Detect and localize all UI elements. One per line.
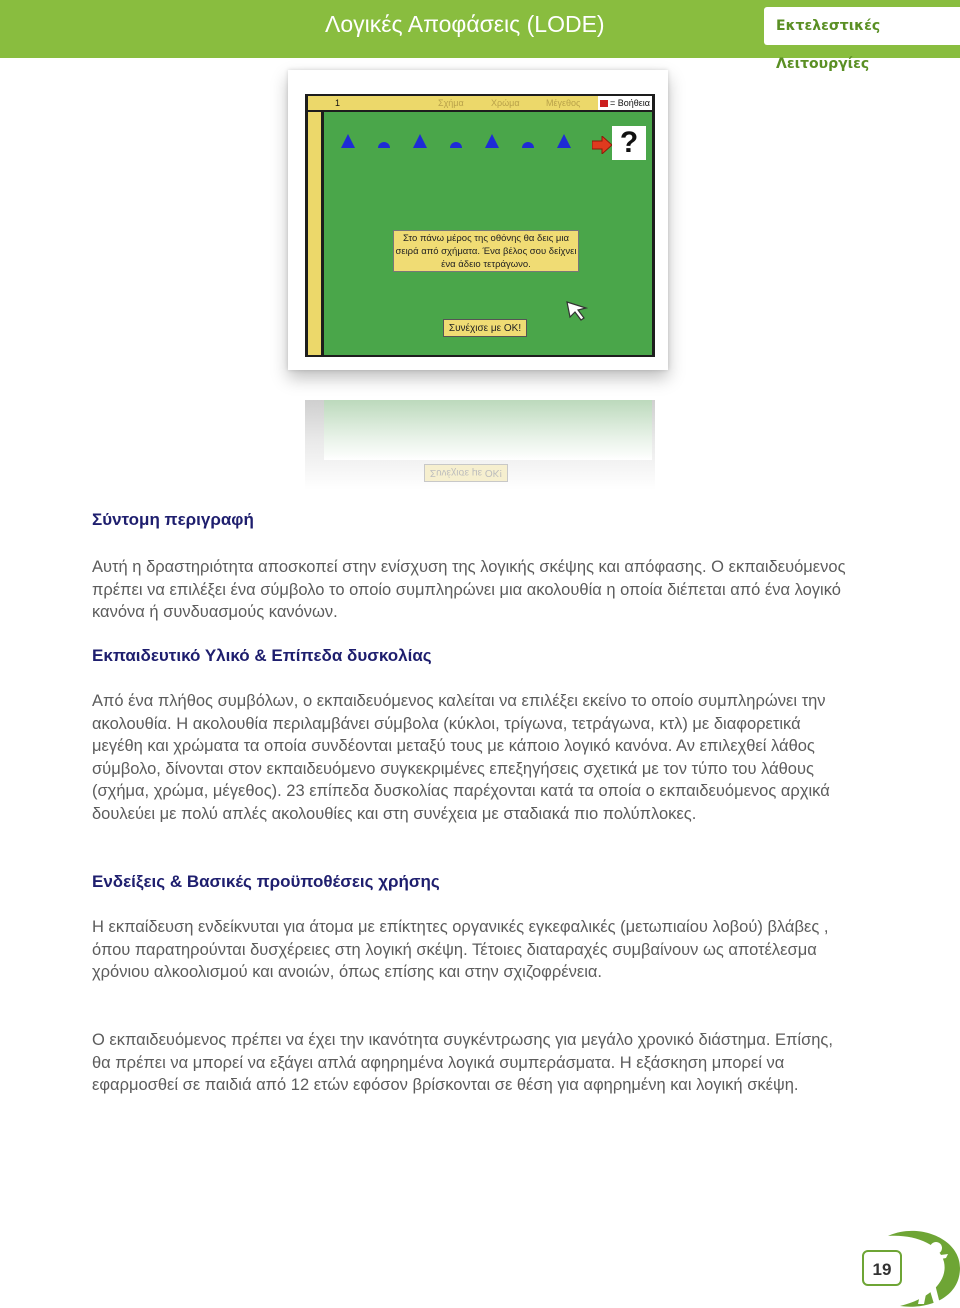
- mouse-cursor-icon: [566, 301, 588, 321]
- requirements-paragraph: Ο εκπαιδευόμενος πρέπει να έχει την ικανότητα συγκέντρωσης για μεγάλο χρονικό διάστημα. Επίσης, θα πρέπει να μπορεί να εξάγει απλά αφηρημένα λογικά συμπεράσματα. Η εξάσκηση μπορεί να εφαρμοσθεί σε παιδιά από 12 ετών εφόσον βρίσκονται σε θέση για αφηρημένη και λογική σκέψη.: [92, 1031, 833, 1094]
- reflection-board: [324, 400, 652, 460]
- game-window: [305, 94, 655, 357]
- triangle-shape: [341, 134, 355, 148]
- triangle-shape: [413, 134, 427, 148]
- help-button[interactable]: [598, 96, 652, 110]
- page-number: 19: [862, 1250, 902, 1286]
- indications-paragraph: Η εκπαίδευση ενδείκνυται για άτομα με επίκτητες οργανικές εγκεφαλικές (μετωπιαίου λοβού) βλάβες , όπου παρατηρούνται δυσχέρειες στη λογική σκέψη. Τέτοιες διαταραχές συμβαίνουν ως αποτέλεσμα χρόνιου αλκοολισμού και ανοιών, όπως επίσης και στην σχιζοφρένεια.: [92, 918, 829, 981]
- page-header: [0, 0, 960, 72]
- triangle-shape: [485, 134, 499, 148]
- red-arrow-icon: [592, 136, 612, 154]
- category-tag: Εκτελεστικές Λειτουργίες: [764, 7, 960, 45]
- description-paragraph: Αυτή η δραστηριότητα αποσκοπεί στην ενίσχυση της λογικής σκέψης και απόφασης. Ο εκπαιδευόμενος πρέπει να επιλέξει ένα σύμβολο το οποίο συμπληρώνει μια ακολουθία η οποία διέπεται από ένα λογικό κανόνα ή συνδυασμούς κανόνων.: [92, 558, 846, 621]
- reflection-ok-button: Συνέχισε με ΟΚ!: [424, 464, 508, 482]
- empty-answer-slot[interactable]: ?: [612, 126, 646, 160]
- section-heading-description: Σύντομη περιγραφή: [92, 510, 254, 529]
- help-label: = Βοήθεια: [610, 98, 650, 108]
- material-paragraph: Από ένα πλήθος συμβόλων, ο εκπαιδευόμενος καλείται να επιλέξει εκείνο το οποίο συμπληρώνει την ακολουθία. Η ακολουθία περιλαμβάνει σύμβολα (κύκλοι, τρίγωνα, τετράγωνα, κτλ) με διαφορετικά μεγέθη και χρώματα τα οποία συνδέονται μεταξύ τους με κάποιο λογικό κανόνα. Αν επιλεχθεί λάθος σύμβολο, δίνονται στον εκπαιδευόμενο συγκεκριμένες επεξηγήσεις σχετικά με τον τύπο του λάθους (σχήμα, χρώμα, μέγεθος). 23 επίπεδα δυσκολίας παρέχονται κατά τα οποία ο εκπαιδευόμενος αρχικά δουλεύει με πολύ απλές ακολουθίες και στη συνέχεια με σταδιακά πιο πολύπλοκες.: [92, 692, 830, 823]
- semicircle-shape: [378, 142, 390, 148]
- game-sidebar: [308, 112, 321, 355]
- instruction-box: Στο πάνω μέρος της οθόνης θα δεις μια σειρά από σχήματα. Ένα βέλος σου δείχνει ένα άδειο τετράγωνο.: [393, 230, 579, 272]
- page-footer: [848, 1228, 960, 1308]
- section-heading-indications: Ενδείξεις & Βασικές προϋποθέσεις χρήσης: [92, 872, 440, 891]
- size-label: Μέγεθος: [546, 98, 581, 108]
- section-heading-material: Εκπαιδευτικό Υλικό & Επίπεδα δυσκολίας: [92, 646, 432, 665]
- level-indicator: 1: [335, 98, 341, 108]
- game-board: [324, 112, 652, 355]
- game-toolbar: [308, 96, 652, 110]
- screenshot-reflection: [288, 400, 668, 500]
- color-label: Χρώμα: [491, 98, 520, 108]
- triangle-shape: [557, 134, 571, 148]
- semicircle-shape: [522, 142, 534, 148]
- software-screenshot: [288, 70, 668, 370]
- help-icon: [600, 100, 608, 107]
- document-title: Λογικές Αποφάσεις (LODE): [325, 11, 605, 37]
- continue-ok-button[interactable]: Συνέχισε με ΟΚ!: [443, 319, 527, 337]
- semicircle-shape: [450, 142, 462, 148]
- shape-label: Σχήμα: [438, 98, 464, 108]
